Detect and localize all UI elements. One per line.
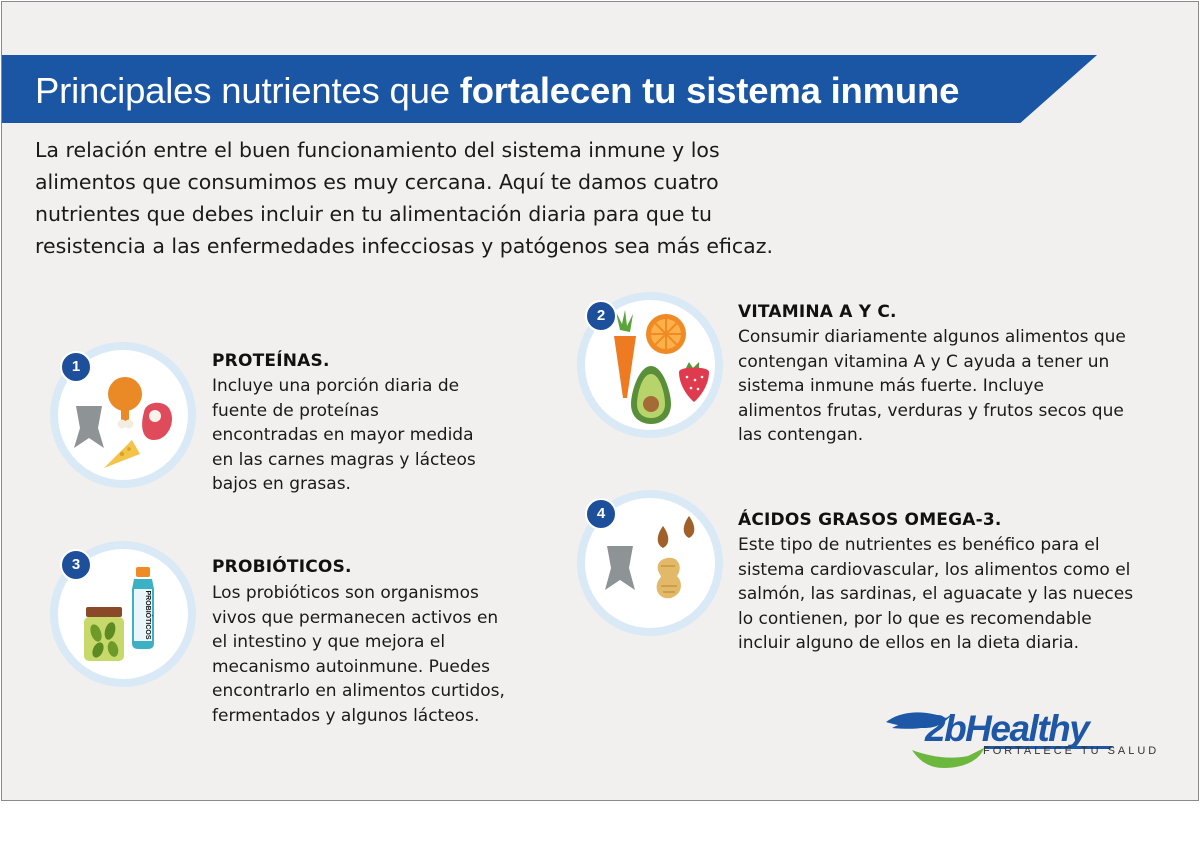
section-number-2: 2 xyxy=(585,300,617,332)
section-body-proteins xyxy=(212,374,476,497)
infographic-card xyxy=(1,1,1199,801)
section-number-4: 4 xyxy=(585,498,617,530)
section-number-3: 3 xyxy=(60,549,92,581)
intro-paragraph xyxy=(35,134,855,262)
body-line: las contengan. xyxy=(738,425,864,445)
body-line: vivos que permanecen activos en xyxy=(212,607,499,628)
section-title-vitamins: VITAMINA A Y C. xyxy=(738,302,897,322)
body-line: sistema cardiovascular, los alimentos como el xyxy=(738,559,1131,580)
section-body-omega3 xyxy=(738,533,1133,656)
body-line: contengan vitamina A y C ayuda a tener un xyxy=(738,351,1110,372)
body-line: Este tipo de nutrientes es benéfico para el xyxy=(738,535,1100,555)
body-line: sistema inmune más fuerte. Incluye xyxy=(738,376,1044,396)
intro-line: nutrientes que debes incluir en tu alimentación diaria para que tu xyxy=(35,202,713,226)
body-line: el intestino y que mejora el xyxy=(212,632,446,652)
body-line: incluir alguno de ellos en la dieta diaria. xyxy=(738,633,1080,653)
body-line: bajos en grasas. xyxy=(212,474,351,494)
body-line: fermentados y algunos lácteos. xyxy=(212,705,480,726)
brand-logo-text: 2bHealthy xyxy=(925,708,1089,749)
body-line: mecanismo autoinmune. Puedes xyxy=(212,656,490,677)
body-line: en las carnes magras y lácteos xyxy=(212,449,476,470)
body-line: fuente de proteínas xyxy=(212,400,379,421)
body-line: Consumir diariamente algunos alimentos que xyxy=(738,327,1126,347)
body-line: encontradas en mayor medida xyxy=(212,425,474,445)
body-line: alimentos frutas, verduras y frutos secos que xyxy=(738,400,1124,421)
body-line: Los probióticos son organismos xyxy=(212,583,479,603)
intro-line: resistencia a las enfermedades infecciosas y patógenos sea más eficaz. xyxy=(35,234,773,258)
section-body-probiotics xyxy=(212,581,505,728)
section-body-vitamins xyxy=(738,325,1126,448)
section-title-omega3: ÁCIDOS GRASOS OMEGA-3. xyxy=(738,510,1002,530)
body-line: encontrarlo en alimentos curtidos, xyxy=(212,681,505,701)
body-line: salmón, las sardinas, el aguacate y las nueces xyxy=(738,584,1134,604)
intro-line: La relación entre el buen funcionamiento del sistema inmune y los xyxy=(35,138,720,162)
body-line: Incluye una porción diaria de xyxy=(212,376,460,396)
bottle-label: PROBIÓTICOS xyxy=(144,590,151,640)
section-number-1: 1 xyxy=(60,351,92,383)
brand-tagline: FORTALECE TU SALUD xyxy=(983,745,1160,757)
section-title-proteins: PROTEÍNAS. xyxy=(212,351,330,371)
section-title-probiotics: PROBIÓTICOS. xyxy=(212,557,352,577)
body-line: lo contienen, por lo que es recomendable xyxy=(738,608,1092,629)
intro-line: alimentos que consumimos es muy cercana. Aquí te damos cuatro xyxy=(35,170,719,194)
page-title: Principales nutrientes que fortalecen tu sistema inmune xyxy=(35,70,960,111)
